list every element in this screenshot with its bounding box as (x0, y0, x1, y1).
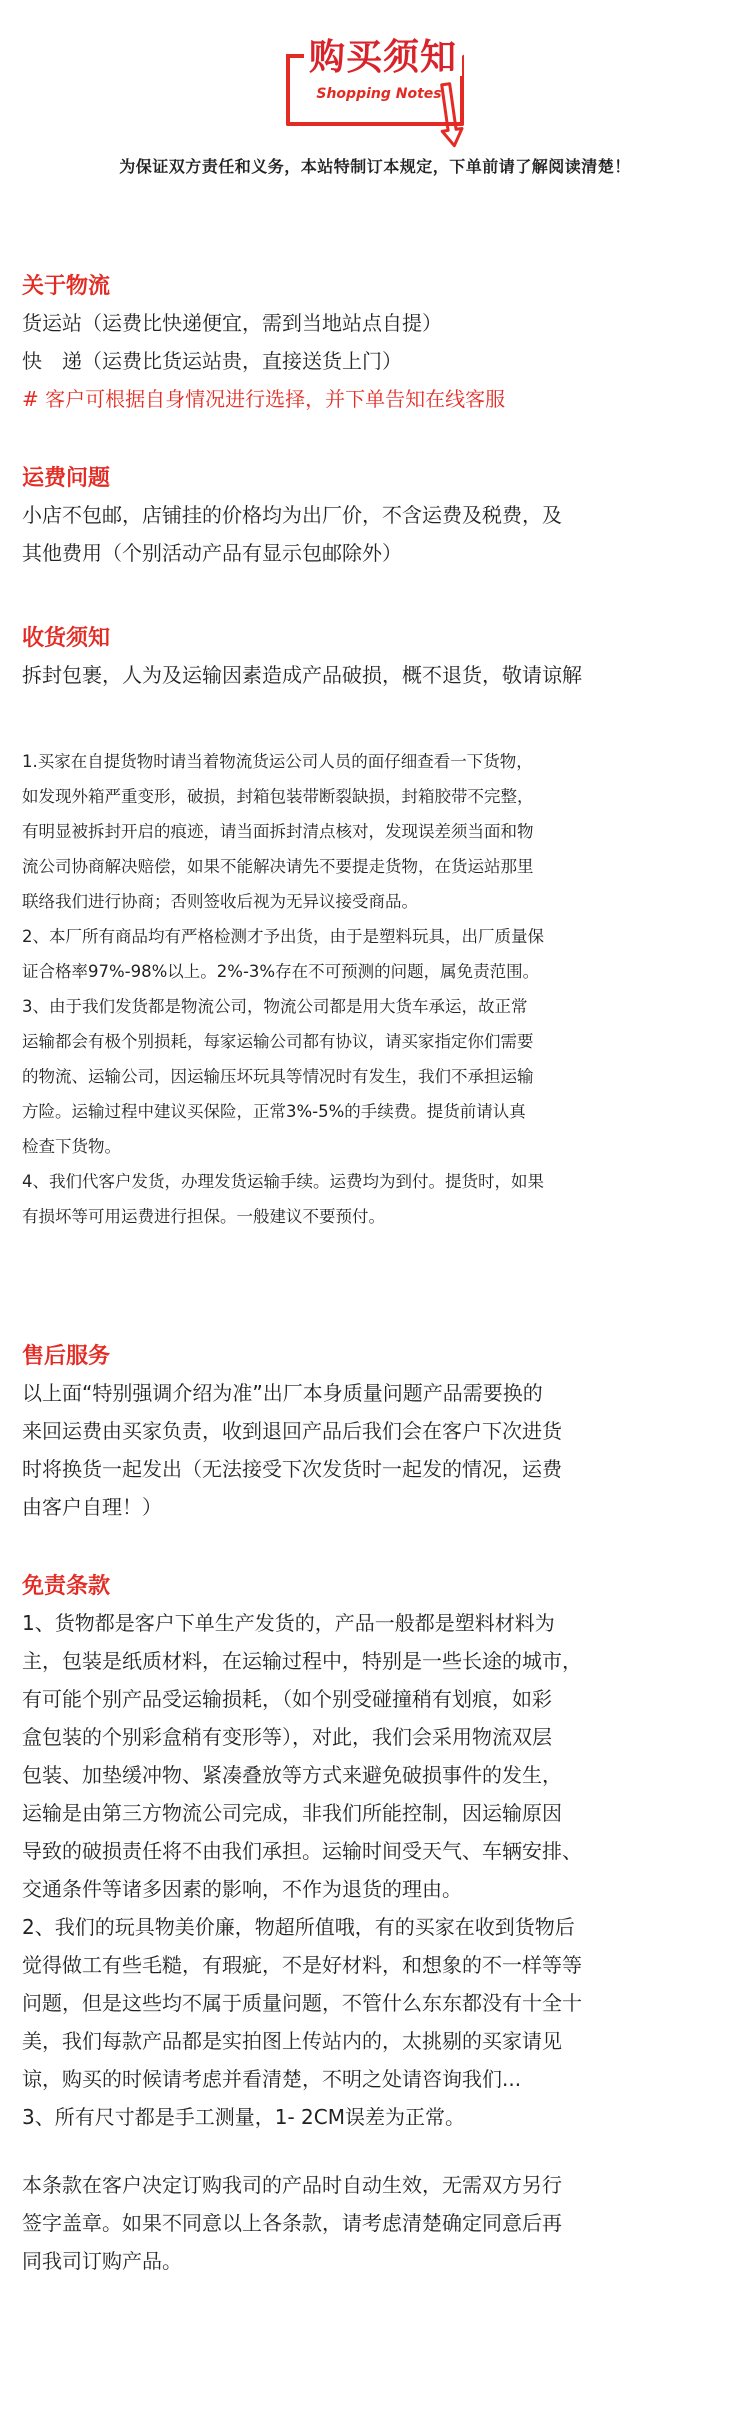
text-line: 美，我们每款产品都是实拍图上传站内的，太挑剔的买家请见 (22, 2029, 562, 2053)
header (0, 0, 750, 190)
text-line: 同我司订购产品。 (22, 2249, 182, 2273)
text-line: 包装、加垫缓冲物、紧凑叠放等方式来避免破损事件的发生， (22, 1763, 562, 1787)
section-closing (22, 2166, 734, 2280)
section-shipping-fee (22, 462, 734, 572)
text-line: 问题，但是这些均不属于质量问题，不管什么东东都没有十全十 (22, 1991, 582, 2015)
text-line: 1.买家在自提货物时请当着物流货运公司人员的面仔细查看一下货物， (22, 752, 533, 771)
text-line: 本条款在客户决定订购我司的产品时自动生效，无需双方另行 (22, 2173, 562, 2197)
text-line: 以上面“特别强调介绍为准”出厂本身质量问题产品需要换的 (22, 1381, 543, 1405)
text-line: 货运站（运费比快递便宜，需到当地站点自提） (22, 311, 442, 335)
logo-subtitle: Shopping Notes (316, 86, 442, 102)
text-line: 1、货物都是客户下单生产发货的，产品一般都是塑料材料为 (22, 1611, 555, 1635)
text-line: 2、本厂所有商品均有严格检测才予出货，由于是塑料玩具，出厂质量保 (22, 927, 544, 946)
section-title: 售后服务 (22, 1344, 111, 1369)
text-line: 签字盖章。如果不同意以上各条款，请考虑清楚确定同意后再 (22, 2211, 562, 2235)
text-line: 快 递（运费比货运站贵，直接送货上门） (22, 349, 402, 373)
intro-text: 为保证双方责任和义务，本站特制订本规定，下单前请了解阅读清楚！ (119, 157, 631, 176)
section-logistics (22, 270, 734, 418)
text-line: 2、我们的玩具物美价廉，物超所值哦，有的买家在收到货物后 (22, 1915, 575, 1939)
text-line: 有可能个别产品受运输损耗，（如个别受碰撞稍有划痕，如彩 (22, 1687, 552, 1711)
text-line: 方险。运输过程中建议买保险，正常3%-5%的手续费。提货前请认真 (22, 1102, 526, 1121)
text-line: 3、由于我们发货都是物流公司，物流公司都是用大货车承运，故正常 (22, 997, 528, 1016)
text-line: 运输是由第三方物流公司完成，非我们所能控制，因运输原因 (22, 1801, 562, 1825)
text-line: 拆封包裹，人为及运输因素造成产品破损，概不退货，敬请谅解 (22, 663, 582, 687)
text-line: 时将换货一起发出（无法接受下次发货时一起发的情况，运费 (22, 1457, 562, 1481)
text-line: 如发现外箱严重变形，破损，封箱包装带断裂缺损，封箱胶带不完整， (22, 787, 534, 806)
text-line: 来回运费由买家负责，收到退回产品后我们会在客户下次进货 (22, 1419, 562, 1443)
text-line: 有明显被拆封开启的痕迹，请当面拆封清点核对，发现误差须当面和物 (22, 822, 534, 841)
text-line: 导致的破损责任将不由我们承担。运输时间受天气、车辆安排、 (22, 1839, 582, 1863)
text-line: 觉得做工有些毛糙，有瑕疵，不是好材料，和想象的不一样等等 (22, 1953, 582, 1977)
text-line: 运输都会有极个别损耗，每家运输公司都有协议，请买家指定你们需要 (22, 1032, 534, 1051)
section-title: 免责条款 (22, 1574, 111, 1599)
text-line: 主，包装是纸质材料，在运输过程中，特别是一些长途的城市， (22, 1649, 582, 1673)
text-line: 盒包装的个别彩盒稍有变形等），对此，我们会采用物流双层 (22, 1725, 552, 1749)
text-line: 的物流、运输公司，因运输压坏玩具等情况时有发生，我们不承担运输 (22, 1067, 534, 1086)
section-details (22, 744, 734, 1234)
section-after-sales (22, 1340, 734, 1526)
logo-title: 购买须知 (304, 40, 462, 76)
text-line: 小店不包邮，店铺挂的价格均为出厂价，不含运费及税费，及 (22, 503, 562, 527)
text-line: 有损坏等可用运费进行担保。一般建议不要预付。 (22, 1207, 385, 1226)
text-line: 其他费用（个别活动产品有显示包邮除外） (22, 541, 402, 565)
section-title: 运费问题 (22, 466, 111, 491)
text-line: 3、所有尺寸都是手工测量，1- 2CM误差为正常。 (22, 2105, 465, 2129)
section-disclaimer (22, 1570, 734, 2136)
text-line: 证合格率97%-98%以上。2%-3%存在不可预测的问题，属免责范围。 (22, 962, 540, 981)
text-line: 检查下货物。 (22, 1137, 121, 1156)
arrow-down-icon (436, 80, 484, 150)
section-title: 收货须知 (22, 626, 111, 651)
text-line: 由客户自理！） (22, 1495, 162, 1519)
text-line: 谅，购买的时候请考虑并看清楚，不明之处请咨询我们... (22, 2067, 522, 2091)
section-receiving (22, 622, 734, 694)
text-line: 4、我们代客户发货，办理发货运输手续。运费均为到付。提货时，如果 (22, 1172, 544, 1191)
section-title: 关于物流 (22, 274, 111, 299)
shopping-notes-logo (286, 37, 476, 138)
text-line: 流公司协商解决赔偿，如果不能解决请先不要提走货物，在货运站那里 (22, 857, 534, 876)
text-line: 交通条件等诸多因素的影响，不作为退货的理由。 (22, 1877, 462, 1901)
logistics-note: # 客户可根据自身情况进行选择，并下单告知在线客服 (22, 387, 506, 411)
text-line: 联络我们进行协商；否则签收后视为无异议接受商品。 (22, 892, 418, 911)
